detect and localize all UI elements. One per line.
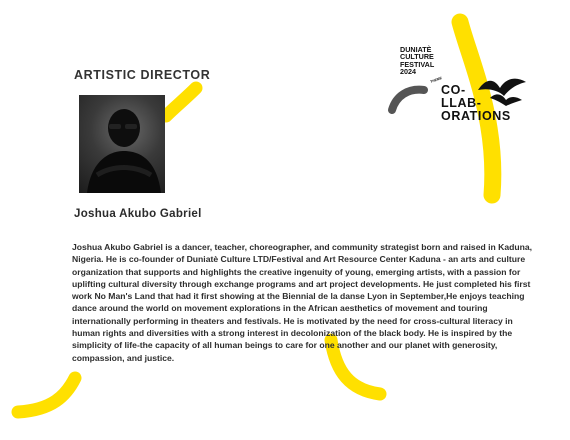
collab-line-2: LLAB-: [441, 96, 482, 110]
collab-line-1: CO-: [441, 83, 466, 97]
festival-logo: [388, 40, 538, 140]
logo-line-1: DUNIATÈ: [400, 45, 432, 54]
section-title: ARTISTIC DIRECTOR: [74, 68, 211, 82]
director-name: Joshua Akubo Gabriel: [74, 208, 202, 220]
collab-line-3: ORATIONS: [441, 109, 511, 123]
festival-wordmark: [400, 46, 434, 76]
logo-theme-label: THEME: [429, 76, 443, 84]
yellow-swoosh-bottom-left: [18, 378, 75, 412]
biography-text: Joshua Akubo Gabriel is a dancer, teacher, choreographer, and community strategist born and raised in Kaduna, Nigeria. He is co-founder of Duniatè Culture LTD/Festival and Art Resource Center Kaduna - an arts and culture organization that supports and highlights the creative ingenuity of young, emerging artists, with a passion for uplifting cultural diversity through exchange programs and art project developments. He just completed his first work No Man's Land that had it first showing at the Biennial de la danse Lyon in September,He enjoys teaching dance around the world on movement explorations in the African aesthetics of movement and touring internationally performing in theaters and festivals. He is motivated by the need for cross-cultural literacy in human rights and diversities with a strong interest in decolonization of the black body. He is inspired by the simplicity of life-the capacity of all human beings to care for one another and our planet with generosity, compassion, and justice.: [72, 242, 533, 363]
birds-icon: [476, 74, 528, 108]
logo-line-2: CULTURE: [400, 52, 434, 62]
portrait-photo: [79, 95, 165, 193]
person-silhouette-icon: [79, 95, 165, 193]
logo-line-3: FESTIVAL: [400, 59, 435, 69]
logo-line-4: 2024: [400, 67, 416, 77]
yellow-swoosh-near-photo: [166, 88, 196, 116]
